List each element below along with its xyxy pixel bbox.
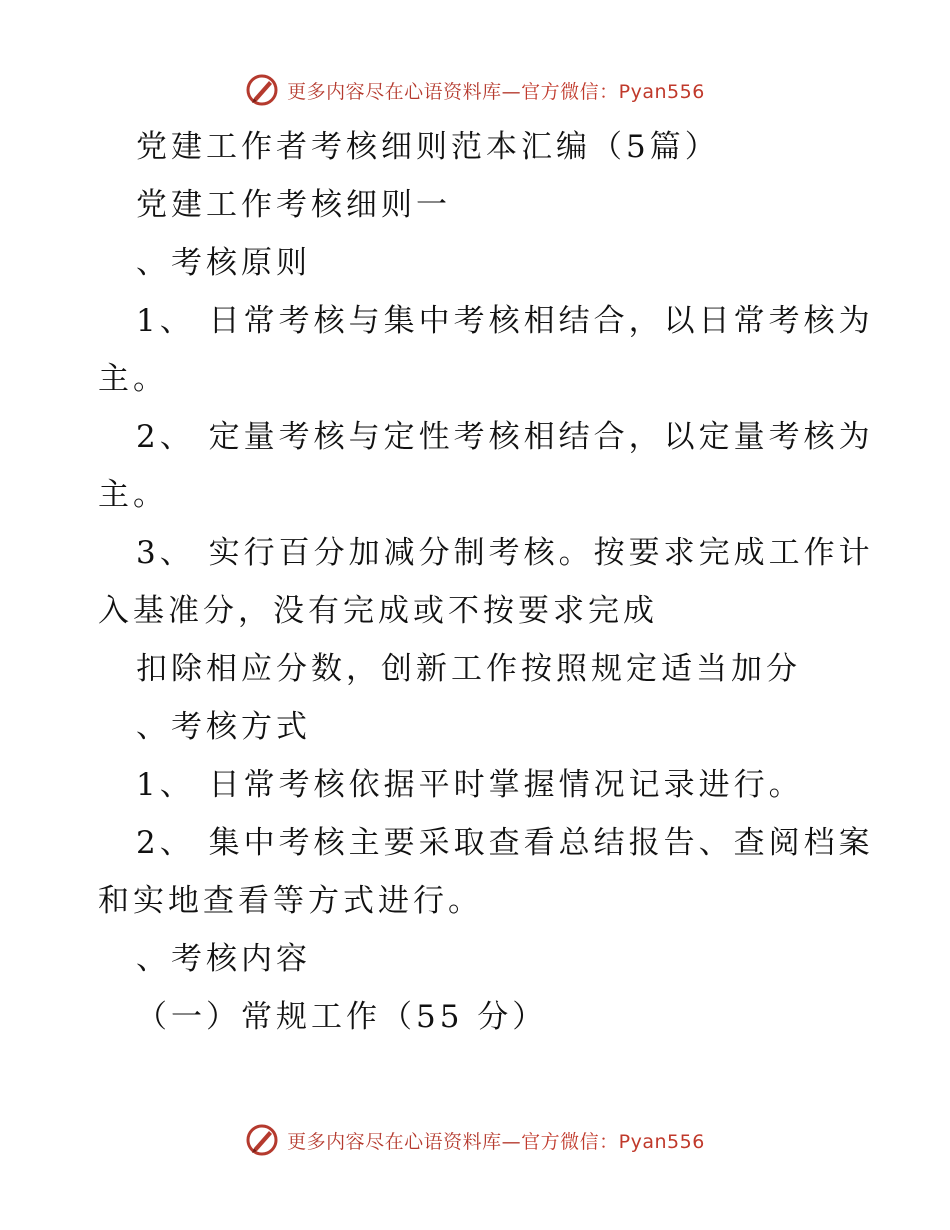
pen-logo-icon xyxy=(245,1123,279,1157)
document-line: 党建工作者考核细则范本汇编（5篇） xyxy=(136,129,720,165)
document-line: 3、 实行百分加减分制考核。按要求完成工作计 xyxy=(136,535,874,571)
document-line: 、考核原则 xyxy=(136,245,311,281)
document-line: （一）常规工作（55 分） xyxy=(136,999,548,1035)
document-line: 入基准分，没有完成或不按要求完成 xyxy=(98,593,658,629)
document-line: 党建工作考核细则一 xyxy=(136,187,451,223)
banner-main-text: 更多内容尽在心语资料库 xyxy=(287,80,502,103)
banner-separator: — xyxy=(501,80,522,103)
document-body xyxy=(98,118,874,1046)
document-line: 2、 集中考核主要采取查看总结报告、查阅档案 xyxy=(136,825,874,861)
pen-logo-icon xyxy=(245,73,279,107)
document-line: 、考核方式 xyxy=(136,709,311,745)
document-line: 、考核内容 xyxy=(136,941,311,977)
banner-main-text: 更多内容尽在心语资料库 xyxy=(287,1130,502,1153)
document-line: 扣除相应分数，创新工作按照规定适当加分 xyxy=(136,651,801,687)
banner-text xyxy=(287,1127,705,1154)
document-line: 1、 日常考核与集中考核相结合，以日常考核为 xyxy=(136,303,874,339)
document-line: 主。 xyxy=(98,361,168,397)
document-line: 2、 定量考核与定性考核相结合，以定量考核为 xyxy=(136,419,874,455)
banner-wechat: 官方微信：Pyan556 xyxy=(521,1130,705,1153)
header-banner xyxy=(0,70,950,110)
document-line: 1、 日常考核依据平时掌握情况记录进行。 xyxy=(136,767,804,803)
banner-text xyxy=(287,77,705,104)
document-line: 主。 xyxy=(98,477,168,513)
banner-separator: — xyxy=(501,1130,522,1153)
banner-wechat: 官方微信：Pyan556 xyxy=(521,80,705,103)
document-line: 和实地查看等方式进行。 xyxy=(98,883,483,919)
footer-banner xyxy=(0,1120,950,1160)
